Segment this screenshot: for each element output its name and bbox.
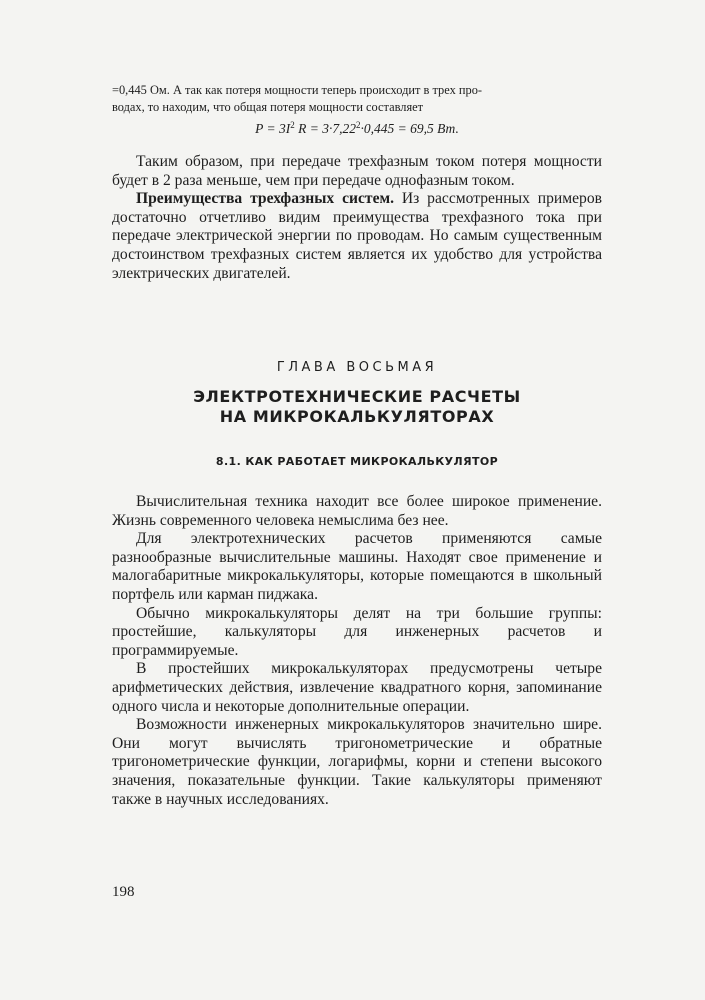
- eq-rhs: ·0,445 = 69,5 Вт.: [360, 121, 459, 136]
- small-line-2: водах, то находим, что общая потеря мощности составляет: [112, 100, 424, 114]
- chapter-title: [112, 387, 602, 427]
- eq-sup-2: 2: [356, 120, 361, 130]
- top-paragraphs: [112, 153, 602, 283]
- small-line-1: =0,445 Ом. А так как потеря мощности теперь происходит в трех про-: [112, 83, 483, 97]
- eq-mid: R = 3·7,22: [294, 121, 357, 136]
- section-body: [112, 493, 602, 809]
- paragraph-power-loss: Таким образом, при передаче трехфазным током потеря мощности будет в 2 раза меньше, чем при передаче однофазным током.: [112, 153, 602, 189]
- chapter-title-line-1: ЭЛЕКТРОТЕХНИЧЕСКИЕ РАСЧЕТЫ: [193, 387, 521, 406]
- eq-lhs: P = 3I: [255, 121, 291, 136]
- section-heading: 8.1. КАК РАБОТАЕТ МИКРОКАЛЬКУЛЯТОР: [215, 455, 499, 468]
- chapter-label: ГЛАВА ВОСЬМАЯ: [276, 360, 438, 375]
- advantages-text: Из рассмотренных примеров достаточно отчетливо видим преимущества трехфазного тока при передаче электрической энергии по проводам. Но самым существенным достоинством трехфазных систем является их удобство для устройства электрических двигателей.: [112, 190, 602, 282]
- paragraph-2: Для электротехнических расчетов применяются самые разнообразные вычислительные машины. Находят свое применение и малогабаритные микрокалькуляторы, которые помещаются в школьный портфель или карман пиджака.: [112, 530, 602, 603]
- advantages-lead: Преимущества трехфазных систем.: [136, 190, 395, 208]
- top-small-text: [112, 82, 602, 116]
- power-equation: [112, 120, 602, 137]
- eq-sup-1: 2: [290, 120, 295, 130]
- paragraph-advantages: [112, 190, 602, 283]
- paragraph-1: Вычислительная техника находит все более широкое применение. Жизнь современного человека немыслима без нее.: [112, 493, 602, 529]
- page-number: 198: [112, 884, 135, 900]
- paragraph-3: Обычно микрокалькуляторы делят на три большие группы: простейшие, калькуляторы для инженерных расчетов и программируемые.: [112, 604, 602, 659]
- paragraph-5: Возможности инженерных микрокалькуляторов значительно шире. Они могут вычислять тригонометрические и обратные тригонометрические функции, логарифмы, корни и степени высокого значения, показательные функции. Такие калькуляторы применяют также в научных исследованиях.: [112, 716, 602, 808]
- paragraph-4: В простейших микрокалькуляторах предусмотрены четыре арифметических действия, извлечение квадратного корня, запоминание одного числа и некоторые дополнительные операции.: [112, 660, 602, 715]
- chapter-title-line-2: НА МИКРОКАЛЬКУЛЯТОРАХ: [219, 407, 495, 426]
